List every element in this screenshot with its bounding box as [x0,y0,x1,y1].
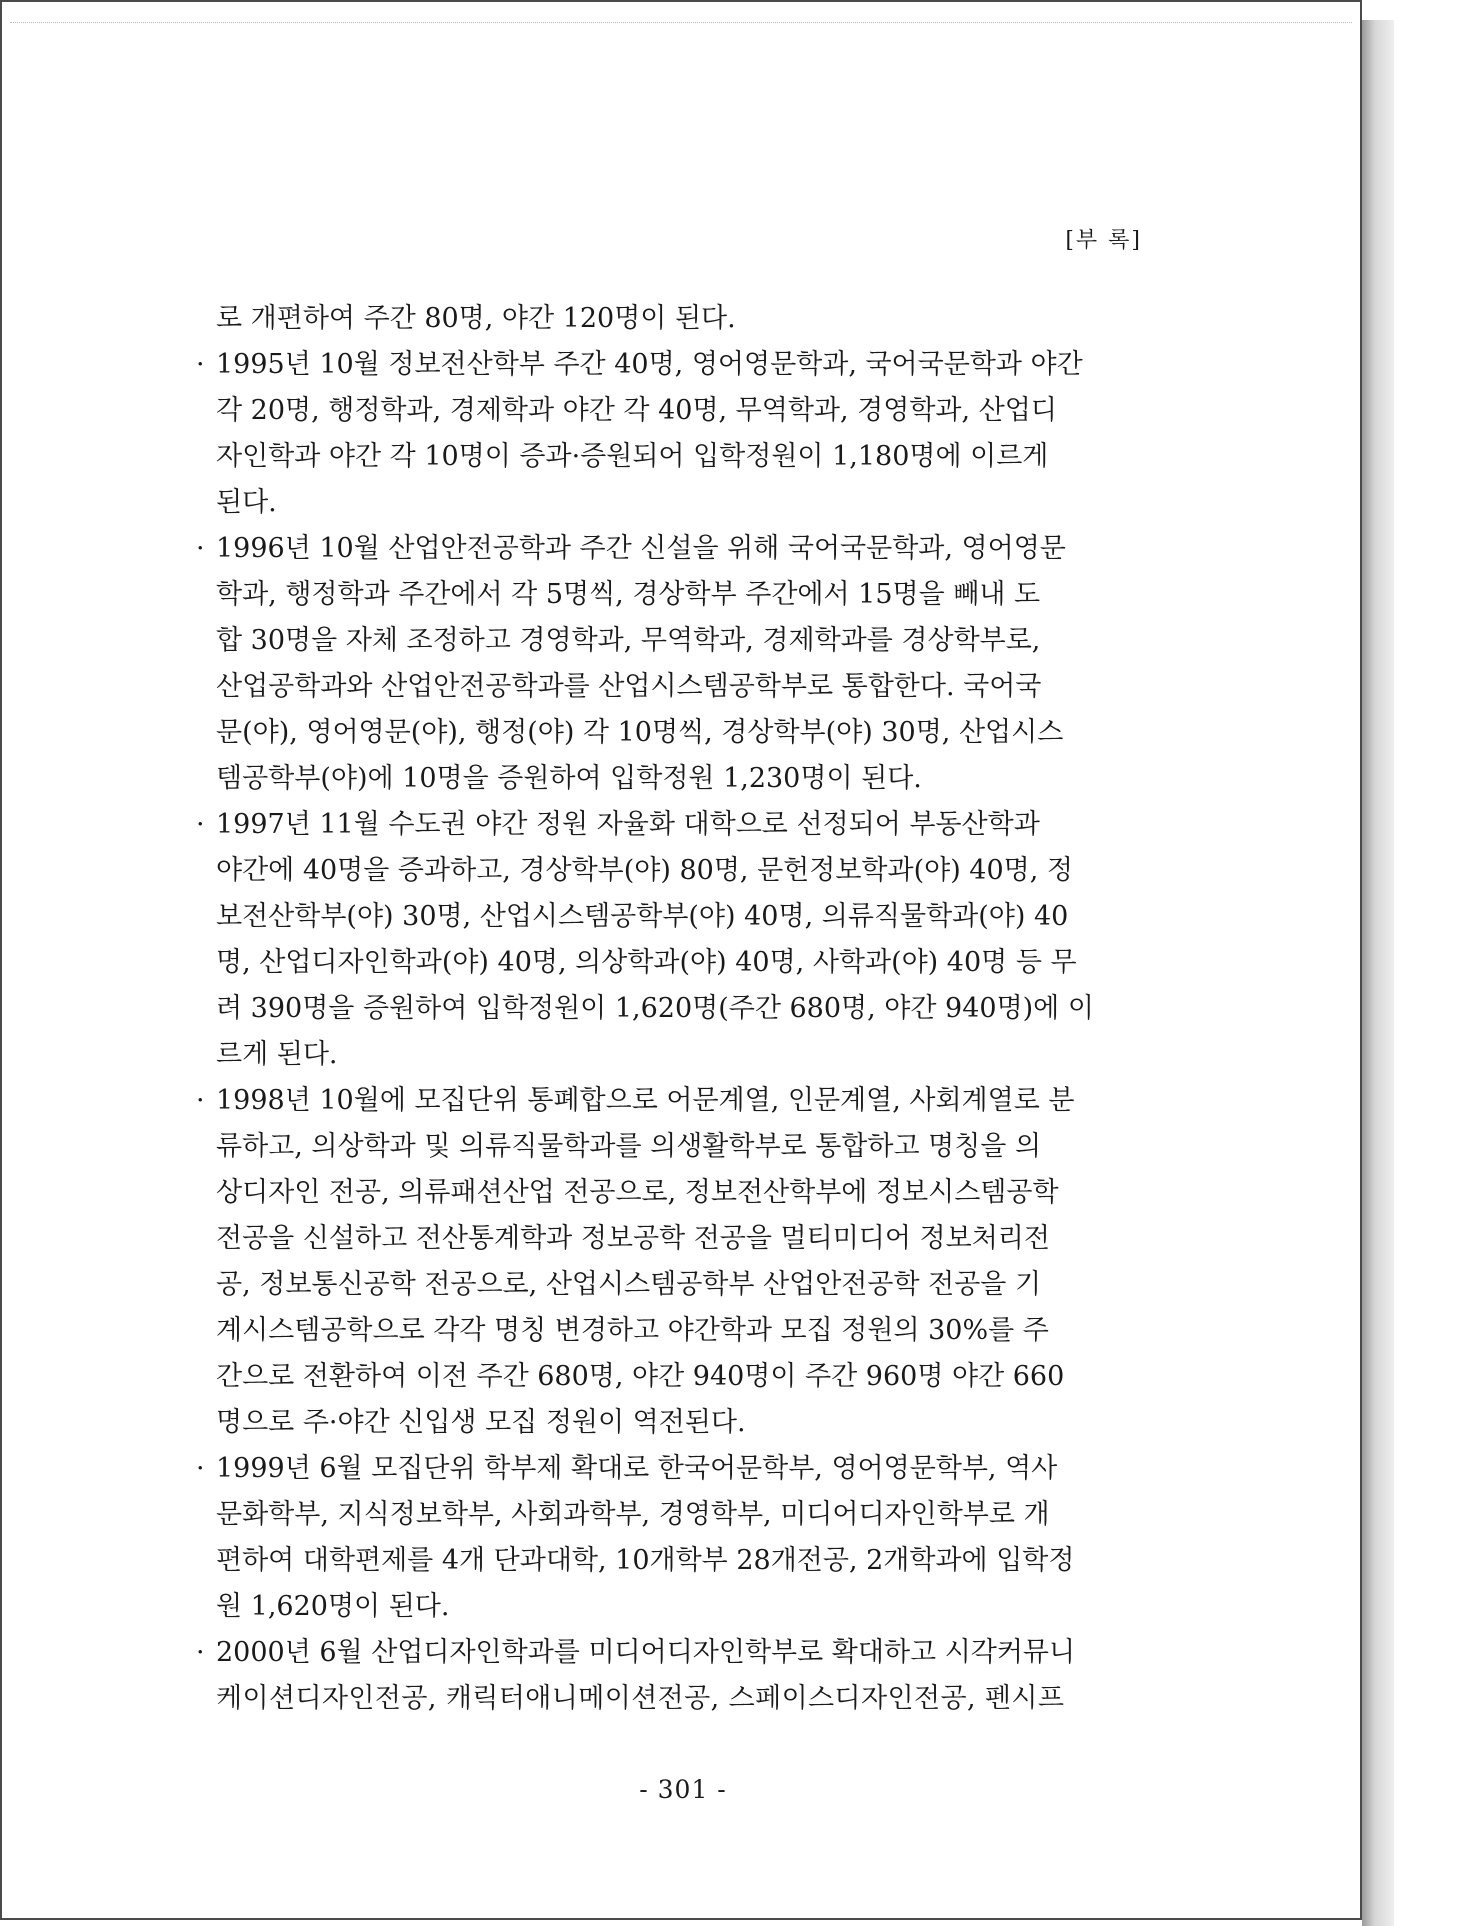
text-line [196,664,1144,710]
line-text: 학과, 행정학과 주간에서 각 5명씩, 경상학부 주간에서 15명을 빼내 도 [216,579,1041,610]
line-text: 1997년 11월 수도권 야간 정원 자율화 대학으로 선정되어 부동산학과 [216,809,1040,840]
line-text: 케이션디자인전공, 캐릭터애니메이션전공, 스페이스디자인전공, 펜시프 [216,1683,1065,1714]
line-text: 르게 된다. [216,1039,338,1070]
text-line [196,894,1144,940]
section-header: [부 록] [1065,228,1142,253]
text-line [196,618,1144,664]
line-text: 2000년 6월 산업디자인학과를 미디어디자인학부로 확대하고 시각커뮤니 [216,1637,1076,1668]
text-line [196,1124,1144,1170]
text-line [196,848,1144,894]
text-line [196,986,1144,1032]
line-text: 문(야), 영어영문(야), 행정(야) 각 10명씩, 경상학부(야) 30명, 산업시스 [216,717,1064,748]
text-line [196,480,1144,526]
line-text: 로 개편하여 주간 80명, 야간 120명이 된다. [216,303,736,334]
line-text: 합 30명을 자체 조정하고 경영학과, 무역학과, 경제학과를 경상학부로, [216,625,1041,656]
line-text: 계시스템공학으로 각각 명칭 변경하고 야간학과 모집 정원의 30%를 주 [216,1315,1049,1346]
page-number: - 301 - [639,1775,727,1804]
top-dotted-rule [10,22,1352,23]
text-line [196,710,1144,756]
page-edge-shadow [1362,20,1394,1926]
text-line [196,1032,1144,1078]
text-line [196,296,1144,342]
line-text: 전공을 신설하고 전산통계학과 정보공학 전공을 멀티미디어 정보처리전 [216,1223,1050,1254]
bullet-dot: · [196,349,205,380]
text-line [196,1492,1144,1538]
bullet-dot: · [196,533,205,564]
text-line [196,1262,1144,1308]
line-text: 명으로 주·야간 신입생 모집 정원이 역전된다. [216,1407,746,1438]
text-line [196,572,1144,618]
bullet-line [196,802,1144,848]
line-text: 1995년 10월 정보전산학부 주간 40명, 영어영문학과, 국어국문학과 야간 [216,349,1083,380]
text-line [196,1308,1144,1354]
bullet-line [196,1630,1144,1676]
bullet-line [196,1078,1144,1124]
line-text: 려 390명을 증원하여 입학정원이 1,620명(주간 680명, 야간 940명)에 이 [216,993,1094,1024]
bullet-line [196,342,1144,388]
bullet-line [196,1446,1144,1492]
text-line [196,1216,1144,1262]
body-text [196,296,1144,1722]
line-text: 간으로 전환하여 이전 주간 680명, 야간 940명이 주간 960명 야간 660 [216,1361,1065,1392]
line-text: 상디자인 전공, 의류패션산업 전공으로, 정보전산학부에 정보시스템공학 [216,1177,1059,1208]
text-line [196,1354,1144,1400]
line-text: 공, 정보통신공학 전공으로, 산업시스템공학부 산업안전공학 전공을 기 [216,1269,1042,1300]
text-line [196,1584,1144,1630]
line-text: 명, 산업디자인학과(야) 40명, 의상학과(야) 40명, 사학과(야) 40명 등 무 [216,947,1077,978]
text-line [196,1538,1144,1584]
text-line [196,388,1144,434]
bullet-dot: · [196,1085,205,1116]
bullet-dot: · [196,1637,205,1668]
text-line [196,1170,1144,1216]
line-text: 편하여 대학편제를 4개 단과대학, 10개학부 28개전공, 2개학과에 입학정 [216,1545,1075,1576]
bullet-dot: · [196,809,205,840]
line-text: 1999년 6월 모집단위 학부제 확대로 한국어문학부, 영어영문학부, 역사 [216,1453,1058,1484]
bullet-line [196,526,1144,572]
text-line [196,1676,1144,1722]
line-text: 야간에 40명을 증과하고, 경상학부(야) 80명, 문헌정보학과(야) 40명, 정 [216,855,1073,886]
text-line [196,756,1144,802]
line-text: 문화학부, 지식정보학부, 사회과학부, 경영학부, 미디어디자인학부로 개 [216,1499,1050,1530]
line-text: 류하고, 의상학과 및 의류직물학과를 의생활학부로 통합하고 명칭을 의 [216,1131,1042,1162]
line-text: 템공학부(야)에 10명을 증원하여 입학정원 1,230명이 된다. [216,763,922,794]
line-text: 된다. [216,487,277,518]
text-line [196,1400,1144,1446]
line-text: 보전산학부(야) 30명, 산업시스템공학부(야) 40명, 의류직물학과(야) 40 [216,901,1069,932]
text-line [196,940,1144,986]
text-line [196,434,1144,480]
bullet-dot: · [196,1453,205,1484]
line-text: 각 20명, 행정학과, 경제학과 야간 각 40명, 무역학과, 경영학과, 산업디 [216,395,1057,426]
line-text: 1996년 10월 산업안전공학과 주간 신설을 위해 국어국문학과, 영어영문 [216,533,1066,564]
line-text: 산업공학과와 산업안전공학과를 산업시스템공학부로 통합한다. 국어국 [216,671,1042,702]
line-text: 원 1,620명이 된다. [216,1591,450,1622]
line-text: 자인학과 야간 각 10명이 증과·증원되어 입학정원이 1,180명에 이르게 [216,441,1049,472]
line-text: 1998년 10월에 모집단위 통폐합으로 어문계열, 인문계열, 사회계열로 분 [216,1085,1075,1116]
